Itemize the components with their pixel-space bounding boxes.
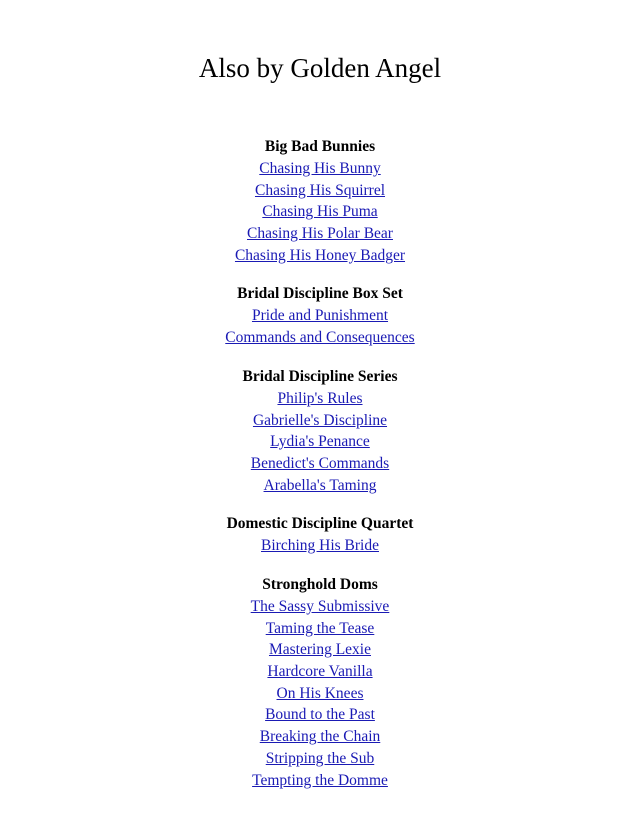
- book-link[interactable]: Chasing His Polar Bear: [247, 225, 393, 243]
- book-item: [0, 535, 640, 557]
- book-link[interactable]: Philip's Rules: [277, 390, 363, 407]
- series-bridal-discipline-box-set: [0, 283, 640, 348]
- book-item: [0, 726, 640, 748]
- book-item: [0, 618, 640, 640]
- series-heading: Stronghold Doms: [262, 576, 378, 593]
- book-item: [0, 305, 640, 327]
- book-link[interactable]: Hardcore Vanilla: [267, 663, 373, 681]
- series-big-bad-bunnies: [0, 136, 640, 266]
- book-link[interactable]: Commands and Consequences: [225, 328, 415, 346]
- series-heading: Domestic Discipline Quartet: [226, 515, 414, 532]
- book-item: [0, 770, 640, 792]
- book-item: [0, 327, 640, 349]
- book-item: [0, 704, 640, 726]
- book-item: [0, 431, 640, 453]
- page-title: Also by Golden Angel: [198, 53, 442, 83]
- book-item: [0, 245, 640, 267]
- series-heading: Bridal Discipline Series: [242, 368, 398, 385]
- book-link[interactable]: Birching His Bride: [261, 537, 379, 554]
- book-item: [0, 180, 640, 202]
- book-link[interactable]: Bound to the Past: [265, 706, 375, 724]
- book-link[interactable]: Benedict's Commands: [250, 455, 390, 473]
- book-link[interactable]: The Sassy Submissive: [250, 598, 390, 615]
- book-item: [0, 683, 640, 705]
- book-link[interactable]: Lydia's Penance: [270, 433, 370, 451]
- book-item: [0, 410, 640, 432]
- book-link[interactable]: On His Knees: [276, 684, 364, 702]
- series-heading: Big Bad Bunnies: [264, 138, 376, 155]
- book-item: [0, 388, 640, 410]
- book-item: [0, 223, 640, 245]
- book-item: [0, 639, 640, 661]
- book-item: [0, 475, 640, 497]
- book-item: [0, 596, 640, 618]
- book-item: [0, 748, 640, 770]
- series-bridal-discipline-series: [0, 366, 640, 496]
- series-stronghold-doms: [0, 574, 640, 791]
- book-item: [0, 158, 640, 180]
- book-link[interactable]: Stripping the Sub: [265, 749, 375, 767]
- book-link[interactable]: Chasing His Bunny: [259, 160, 381, 177]
- book-link[interactable]: Pride and Punishment: [251, 307, 389, 324]
- book-link[interactable]: Mastering Lexie: [268, 641, 371, 659]
- book-link[interactable]: Taming the Tease: [265, 619, 375, 637]
- book-item: [0, 661, 640, 683]
- book-link[interactable]: Chasing His Puma: [262, 203, 378, 221]
- book-item: [0, 453, 640, 475]
- book-link[interactable]: Arabella's Taming: [263, 476, 377, 494]
- book-link[interactable]: Chasing His Squirrel: [254, 181, 386, 199]
- series-heading: Bridal Discipline Box Set: [237, 285, 403, 302]
- book-link[interactable]: Gabrielle's Discipline: [252, 411, 388, 429]
- book-link[interactable]: Breaking the Chain: [259, 728, 381, 746]
- book-link[interactable]: Chasing His Honey Badger: [234, 246, 406, 264]
- book-link[interactable]: Tempting the Domme: [252, 771, 388, 789]
- series-domestic-discipline-quartet: [0, 513, 640, 557]
- book-item: [0, 201, 640, 223]
